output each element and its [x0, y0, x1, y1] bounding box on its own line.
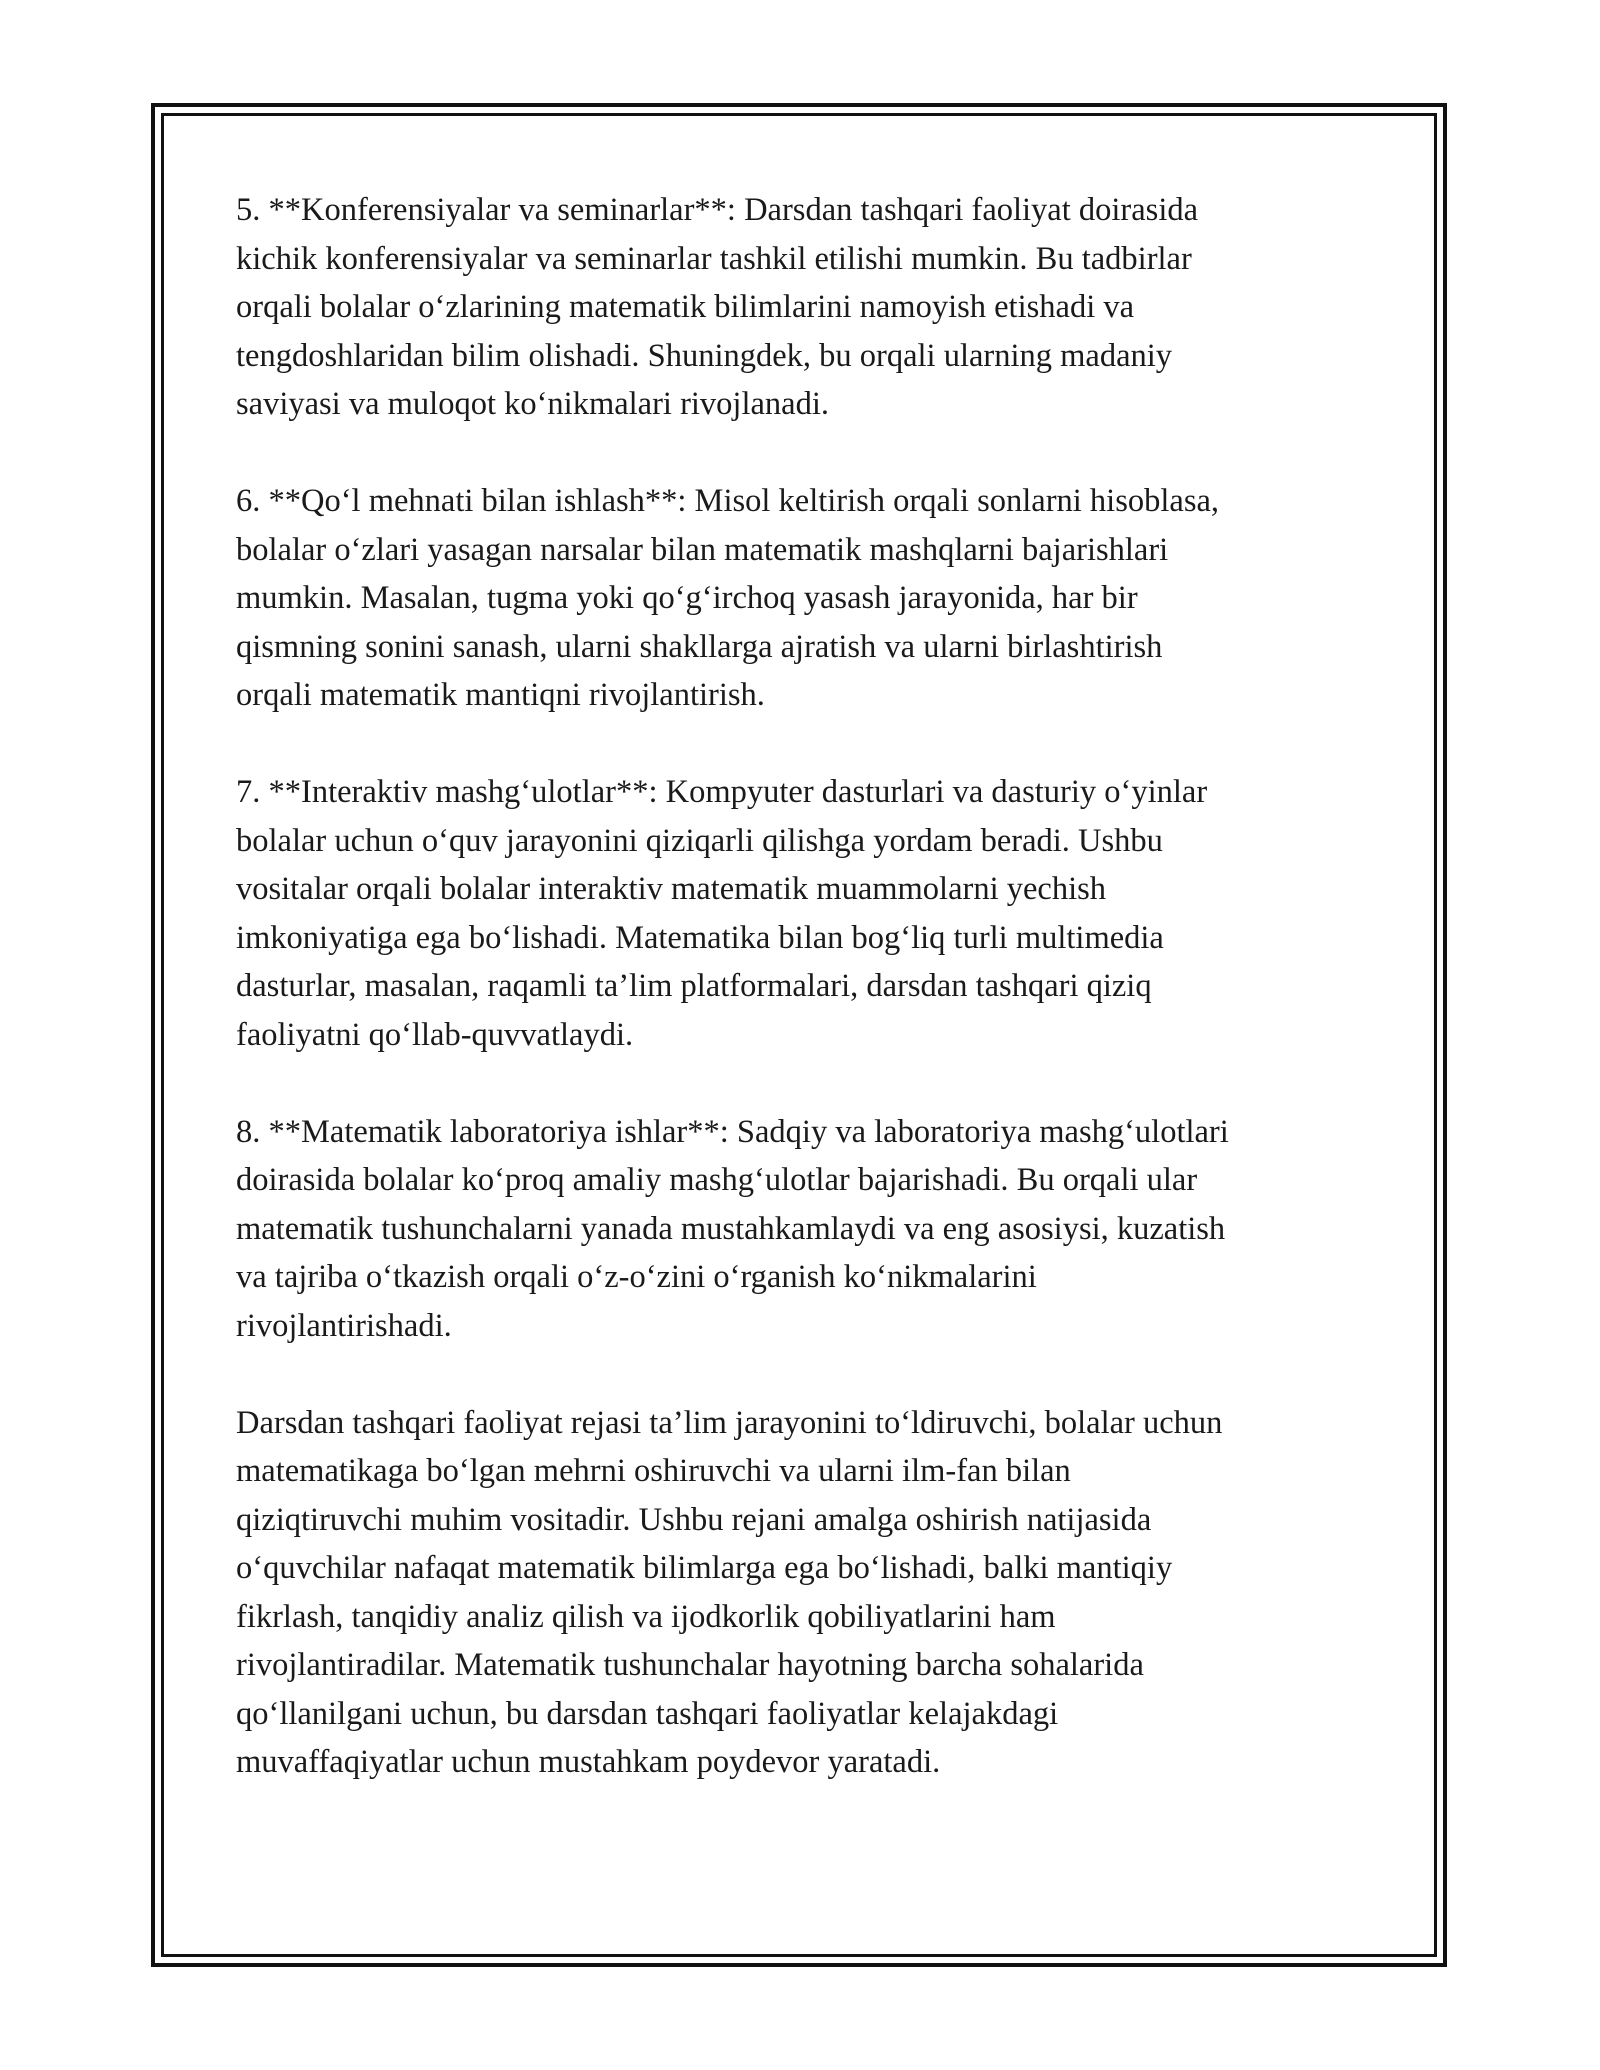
document-body [236, 186, 1366, 1835]
paragraph-handicraft: 6. **Qo‘l mehnati bilan ishlash**: Misol keltirish orqali sonlarni hisoblasa, bolalar o‘zlari yasagan narsalar bilan matematik mashqlarni bajarishlari mumkin. Masalan, tugma yoki qo‘g‘irchoq yasash jarayonida, har bir qismning sonini sanash, ularni shakllarga ajratish va ularni birlashtirish orqali matematik mantiqni rivojlantirish. [236, 483, 1220, 713]
paragraph-conferences: 5. **Konferensiyalar va seminarlar**: Darsdan tashqari faoliyat doirasida kichik konferensiyalar va seminarlar tashkil etilishi mumkin. Bu tadbirlar orqali bolalar o‘zlarining matematik bilimlarini namoyish etishadi va tengdoshlaridan bilim olishadi. Shuningdek, bu orqali ularning madaniy saviyasi va muloqot ko‘nikmalari rivojlanadi. [236, 192, 1199, 422]
paragraph-laboratory: 8. **Matematik laboratoriya ishlar**: Sadqiy va laboratoriya mashg‘ulotlari doirasida bolalar ko‘proq amaliy mashg‘ulotlar bajarishadi. Bu orqali ular matematik tushunchalarni yanada mustahkamlaydi va eng asosiysi, kuzatish va tajriba o‘tkazish orqali o‘z-o‘zini o‘rganish ko‘nikmalarini rivojlantirishadi. [236, 1113, 1229, 1344]
paragraph-conclusion: Darsdan tashqari faoliyat rejasi ta’lim jarayonini to‘ldiruvchi, bolalar uchun matematikaga bo‘lgan mehrni oshiruvchi va ularni ilm-fan bilan qiziqtiruvchi muhim vositadir. Ushbu rejani amalga oshirish natijasida o‘quvchilar nafaqat matematik bilimlarga ega bo‘lishadi, balki mantiqiy fikrlash, tanqidiy analiz qilish va ijodkorlik qobiliyatlarini ham rivojlantiradilar. Matematik tushunchalar hayotning barcha sohalarida qo‘llanilgani uchun, bu darsdan tashqari faoliyatlar kelajakdagi muvaffaqiyatlar uchun mustahkam poydevor yaratadi. [236, 1404, 1223, 1780]
paragraph-interactive: 7. **Interaktiv mashg‘ulotlar**: Kompyuter dasturlari va dasturiy o‘yinlar bolalar uchun o‘quv jarayonini qiziqarli qilishga yordam beradi. Ushbu vositalar orqali bolalar interaktiv matematik muammolarni yechish imkoniyatiga ega bo‘lishadi. Matematika bilan bog‘liq turli multimedia dasturlar, masalan, raqamli ta’lim platformalari, darsdan tashqari qiziq faoliyatni qo‘llab-quvvatlaydi. [236, 774, 1208, 1053]
